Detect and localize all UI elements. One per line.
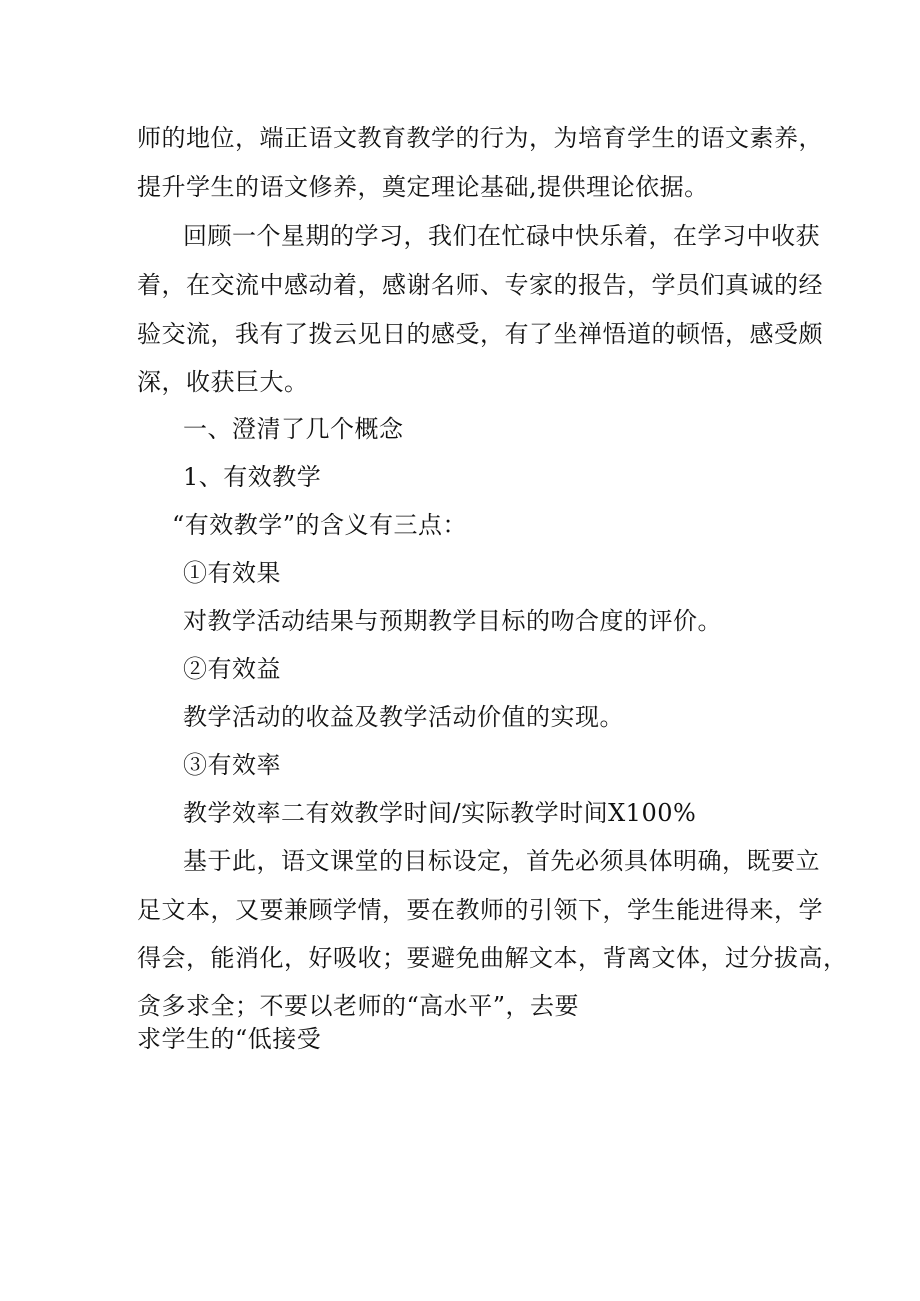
paragraph-line: 着，在交流中感动着，感谢名师、专家的报告，学员们真诚的经 [137, 271, 823, 299]
subsection-heading: 1、有效教学 [183, 463, 322, 491]
paragraph-line: 求学生的“低接受 [137, 1025, 322, 1053]
paragraph-line: 师的地位，端正语文教育教学的行为，为培育学生的语文素养， [137, 124, 823, 152]
list-item-label: ③有效率 [183, 751, 281, 779]
paragraph-line: 教学活动的收益及教学活动价值的实现。 [183, 703, 624, 731]
section-heading: 一、澄清了几个概念 [183, 415, 404, 443]
paragraph-line: 足文本，又要兼顾学情，要在教师的引领下，学生能进得来，学 [137, 896, 823, 924]
paragraph-line: 验交流，我有了拨云见日的感受，有了坐禅悟道的顿悟，感受颇 [137, 320, 823, 348]
paragraph-line: 基于此，语文课堂的目标设定，首先必须具体明确，既要立 [183, 847, 820, 875]
paragraph-line: 对教学活动结果与预期教学目标的吻合度的评价。 [183, 607, 722, 635]
paragraph-line: 回顾一个星期的学习，我们在忙碌中快乐着，在学习中收获 [183, 222, 820, 250]
paragraph-line: 贪多求全；不要以老师的“高水平”，去要 [137, 992, 580, 1020]
paragraph-line: 提升学生的语文修养，奠定理论基础,提供理论依据。 [137, 173, 709, 201]
paragraph-line: “有效教学”的含义有三点： [172, 511, 468, 539]
paragraph-line: 深，收获巨大。 [137, 368, 309, 396]
paragraph-line: 得会，能消化，好吸收；要避免曲解文本，背离文体，过分拔高， [137, 944, 848, 972]
list-item-label: ①有效果 [183, 559, 281, 587]
formula-line: 教学效率二有效教学时间/实际教学时间X100% [183, 799, 697, 827]
list-item-label: ②有效益 [183, 655, 281, 683]
